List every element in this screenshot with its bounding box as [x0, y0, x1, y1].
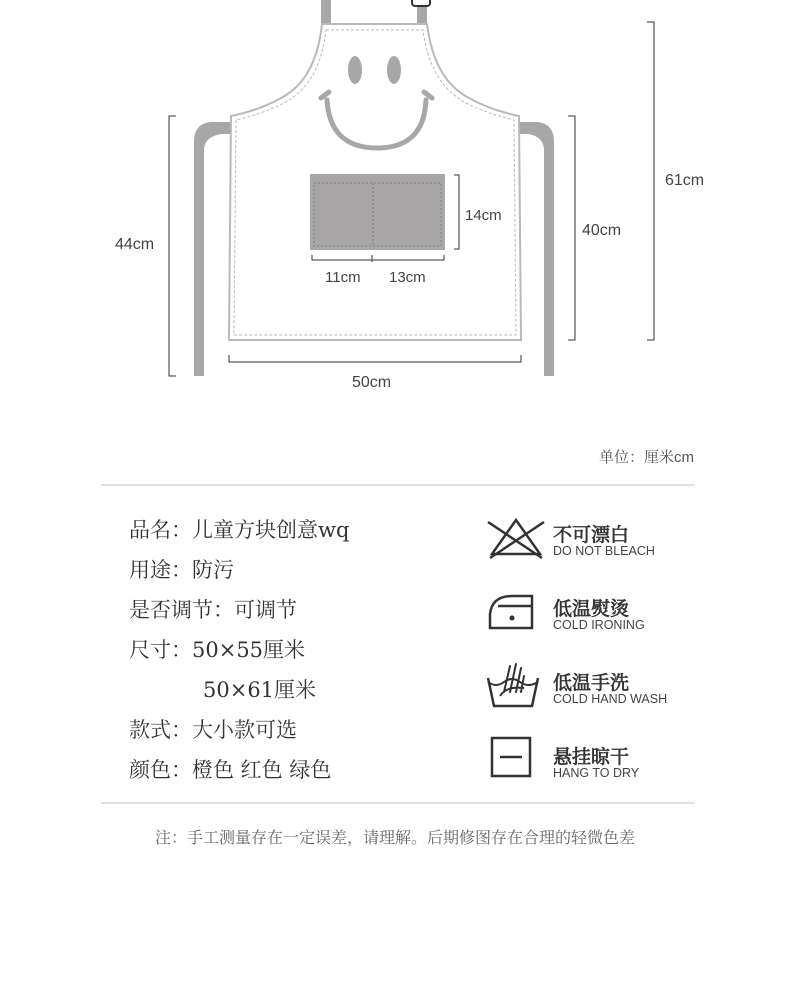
spec-row-name: 品名：儿童方块创意wq — [129, 518, 350, 542]
spec-row-size-alt: 50×61厘米 — [203, 678, 317, 702]
product-specs — [129, 510, 469, 790]
care-zh: 低温手洗 — [553, 672, 630, 694]
smiley-eye-right — [387, 56, 401, 84]
hand-wash-icon — [486, 662, 546, 712]
measurement-note: 注：手工测量存在一定误差，请理解。后期修图存在合理的轻微色差 — [154, 828, 635, 847]
care-item-hand-wash — [486, 662, 716, 712]
top-divider — [101, 484, 695, 486]
care-zh: 不可漂白 — [553, 524, 630, 546]
care-item-cold-iron — [486, 588, 716, 638]
spec-row-size: 尺寸：50×55厘米 — [129, 638, 306, 662]
neck-strap — [321, 0, 331, 24]
waist-tie-left — [194, 122, 230, 376]
body-height-label: 40cm — [582, 222, 622, 239]
spec-row-style: 款式：大小款可选 — [129, 718, 297, 742]
spec-row-usage: 用途：防污 — [129, 558, 234, 582]
spec-row-color: 颜色：橙色 红色 绿色 — [129, 758, 332, 782]
hang-dry-icon — [486, 736, 546, 786]
care-zh: 悬挂晾干 — [553, 746, 630, 768]
strap-buckle — [412, 0, 430, 6]
spec-row-adjustable: 是否调节：可调节 — [129, 598, 297, 622]
care-en: COLD IRONING — [553, 618, 645, 632]
pocket-right-label: 13cm — [389, 269, 426, 286]
side-height-bracket — [169, 116, 176, 376]
care-item-hang-dry — [486, 736, 716, 786]
body-height-bracket — [568, 116, 575, 340]
no-bleach-icon — [486, 514, 546, 564]
care-zh: 低温熨烫 — [553, 598, 630, 620]
apron-diagram — [0, 0, 790, 420]
width-bracket — [229, 355, 521, 362]
side-height-label: 44cm — [115, 236, 155, 253]
total-height-label: 61cm — [665, 172, 705, 189]
pocket-left-label: 11cm — [325, 269, 361, 286]
care-en: DO NOT BLEACH — [553, 544, 655, 558]
waist-tie-right — [519, 122, 554, 376]
care-en: COLD HAND WASH — [553, 692, 668, 706]
bottom-divider — [101, 802, 695, 804]
pocket-height-label: 14cm — [465, 207, 502, 224]
total-height-bracket — [647, 22, 654, 340]
pocket — [310, 174, 445, 250]
width-label: 50cm — [352, 374, 392, 391]
care-en: HANG TO DRY — [553, 766, 640, 780]
cold-iron-icon — [486, 588, 546, 638]
unit-label: 单位：厘米cm — [599, 449, 694, 466]
care-item-no-bleach — [486, 514, 716, 564]
smiley-eye-left — [348, 56, 362, 84]
